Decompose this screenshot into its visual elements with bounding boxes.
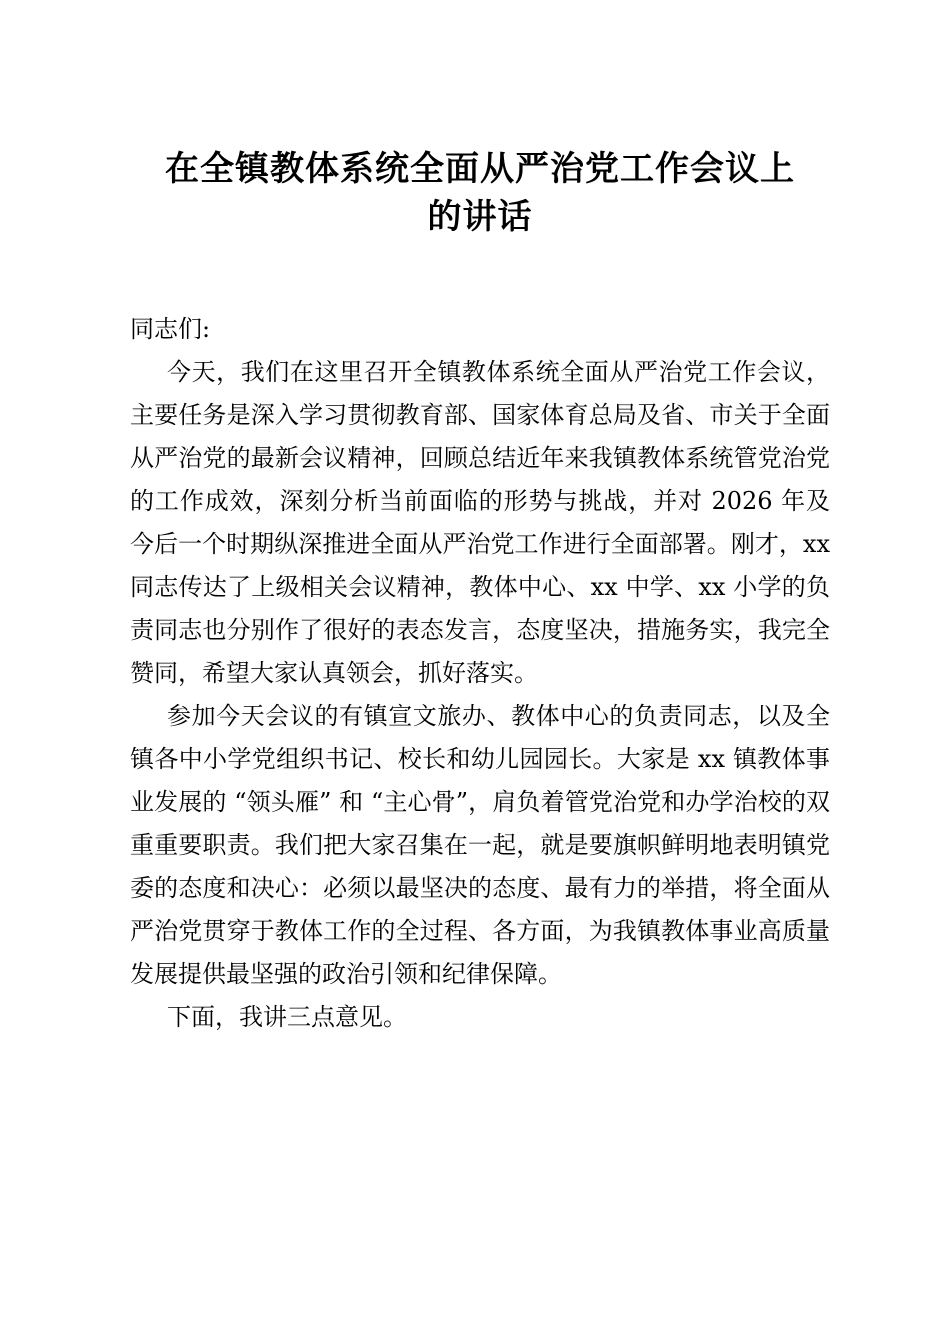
paragraph-3: 下面，我讲三点意见。: [167, 1003, 407, 1031]
title-line-2: 的讲话: [427, 197, 533, 237]
document-title: [130, 145, 830, 241]
document-body: [130, 308, 830, 1039]
title-line-1: 在全镇教体系统全面从严治党工作会议上: [165, 149, 795, 189]
paragraph-1: 今天，我们在这里召开全镇教体系统全面从严治党工作会议，主要任务是深入学习贯彻教育部、国家体育总局及省、市关于全面从严治党的最新会议精神，回顾总结近年来我镇教体系统管党治党的工作成效，深刻分析当前面临的形势与挑战，并对 2026 年及今后一个时期纵深推进全面从严治党工作进行全面部署。刚才，xx 同志传达了上级相关会议精神，教体中心、xx 中学、xx 小学的负责同志也分别作了很好的表态发言，态度坚决，措施务实，我完全赞同，希望大家认真领会，抓好落实。: [130, 358, 830, 687]
paragraph-2: 参加今天会议的有镇宣文旅办、教体中心的负责同志，以及全镇各中小学党组织书记、校长和幼儿园园长。大家是 xx 镇教体事业发展的 “领头雁” 和 “主心骨”，肩负着管党治党和办学治校的双重重要职责。我们把大家召集在一起，就是要旗帜鲜明地表明镇党委的态度和决心：必须以最坚决的态度、最有力的举措，将全面从严治党贯穿于教体工作的全过程、各方面，为我镇教体事业高质量发展提供最坚强的政治引领和纪律保障。: [130, 702, 830, 988]
salutation: 同志们:: [130, 315, 211, 343]
